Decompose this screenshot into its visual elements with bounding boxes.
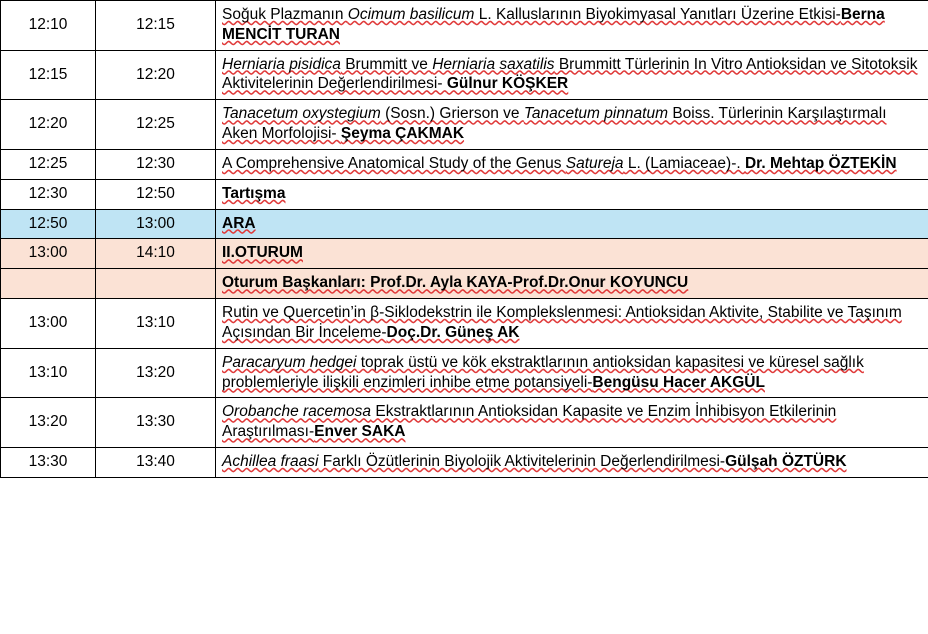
cell-description xyxy=(216,448,928,478)
text-fragment: Doç.Dr. Güneş AK xyxy=(386,323,520,341)
table-row xyxy=(1,1,928,51)
table-row xyxy=(1,448,928,478)
description-text xyxy=(222,154,922,174)
text-fragment: Herniaria pisidica xyxy=(222,55,341,73)
cell-end-time: 12:20 xyxy=(96,50,216,100)
cell-end-time: 13:10 xyxy=(96,299,216,349)
cell-description xyxy=(216,269,928,299)
cell-description xyxy=(216,348,928,398)
text-fragment: Tanacetum pinnatum xyxy=(523,105,669,123)
cell-end-time: 12:30 xyxy=(96,149,216,179)
cell-start-time: 12:50 xyxy=(1,209,96,239)
cell-end-time: 12:50 xyxy=(96,179,216,209)
cell-description xyxy=(216,100,928,150)
cell-start-time: 12:15 xyxy=(1,50,96,100)
description-text xyxy=(222,214,922,234)
cell-end-time: 14:10 xyxy=(96,239,216,269)
text-fragment: Orobanche racemosa xyxy=(222,403,372,421)
cell-description xyxy=(216,179,928,209)
table-row xyxy=(1,209,928,239)
text-fragment: Ocimum basilicum xyxy=(347,6,475,23)
table-row xyxy=(1,269,928,299)
cell-description xyxy=(216,398,928,448)
cell-end-time: 13:30 xyxy=(96,398,216,448)
cell-end-time: 13:40 xyxy=(96,448,216,478)
text-fragment: Farklı Özütlerinin Biyolojik Aktivitelerinin Değerlendirilmesi- xyxy=(318,453,726,471)
description-text xyxy=(222,55,922,95)
cell-description xyxy=(216,209,928,239)
text-fragment: toprak üstü ve kök ekstraktlarının antioksidan kapasitesi ve küresel sağlık problemleriyle ilişkili enzimleri inhibe etme potansiyeli- xyxy=(222,353,864,391)
cell-end-time: 13:20 xyxy=(96,348,216,398)
cell-start-time: 13:00 xyxy=(1,239,96,269)
description-text xyxy=(222,273,922,293)
text-fragment: Berna MENCİT TURAN xyxy=(222,6,885,43)
text-fragment: Soğuk Plazmanın xyxy=(222,6,348,23)
table-row xyxy=(1,348,928,398)
table-row xyxy=(1,398,928,448)
description-text xyxy=(222,353,922,393)
cell-start-time: 12:20 xyxy=(1,100,96,150)
description-text xyxy=(222,104,922,144)
table-row xyxy=(1,299,928,349)
cell-start-time xyxy=(1,269,96,299)
cell-start-time: 13:10 xyxy=(1,348,96,398)
cell-description xyxy=(216,299,928,349)
cell-end-time xyxy=(96,269,216,299)
text-fragment: A Comprehensive Anatomical Study of the Genus xyxy=(222,154,566,172)
cell-end-time: 13:00 xyxy=(96,209,216,239)
text-fragment: Oturum Başkanları: Prof.Dr. Ayla KAYA-Prof.Dr.Onur KOYUNCU xyxy=(222,274,689,292)
cell-start-time: 12:10 xyxy=(1,1,96,51)
table-row xyxy=(1,100,928,150)
cell-description xyxy=(216,149,928,179)
text-fragment: Tartışma xyxy=(222,184,286,202)
cell-start-time: 12:25 xyxy=(1,149,96,179)
text-fragment: Tanacetum oxystegium xyxy=(222,105,381,123)
table-row xyxy=(1,179,928,209)
description-text xyxy=(222,452,922,472)
text-fragment: Gülşah ÖZTÜRK xyxy=(725,453,847,471)
table-row xyxy=(1,239,928,269)
cell-start-time: 13:00 xyxy=(1,299,96,349)
text-fragment: Ekstraktlarının Antioksidan Kapasite ve Enzim İnhibisyon Etkilerinin Araştırılması- xyxy=(222,403,837,441)
text-fragment: Brummitt Türlerinin In Vitro Antioksidan ve Sitotoksik Aktivitelerinin Değerlendirilmesi- xyxy=(222,55,918,93)
text-fragment: L. Kalluslarının Biyokimyasal Yanıtları Üzerine Etkisi- xyxy=(474,6,841,23)
cell-description xyxy=(216,50,928,100)
text-fragment: Şeyma ÇAKMAK xyxy=(340,125,465,143)
text-fragment: Bengüsu Hacer AKGÜL xyxy=(592,373,765,391)
text-fragment: L. (Lamiaceae)-. xyxy=(623,154,745,172)
description-text xyxy=(222,243,922,263)
text-fragment: Rutin ve Quercetin’in β-Siklodekstrin ile Komplekslenmesi: Antioksidan Aktivite, Stabilite ve Taşınım Açısından Bir İnceleme- xyxy=(222,304,902,341)
cell-start-time: 12:30 xyxy=(1,179,96,209)
cell-end-time: 12:15 xyxy=(96,1,216,51)
cell-description xyxy=(216,1,928,51)
text-fragment: Brummitt ve xyxy=(340,55,433,73)
description-text xyxy=(222,303,922,343)
text-fragment: Herniaria saxatilis xyxy=(432,55,555,73)
cell-end-time: 12:25 xyxy=(96,100,216,150)
cell-start-time: 13:30 xyxy=(1,448,96,478)
description-text xyxy=(222,184,922,204)
text-fragment: Satureja xyxy=(565,154,624,172)
text-fragment: (Sosn.) Grierson ve xyxy=(380,105,524,123)
text-fragment: Boiss. Türlerinin Karşılaştırmalı Aken Morfolojisi- xyxy=(222,105,887,143)
text-fragment: Enver SAKA xyxy=(314,423,406,441)
table-row xyxy=(1,149,928,179)
text-fragment: Paracaryum hedgei xyxy=(222,353,357,371)
description-text xyxy=(222,5,922,45)
description-text xyxy=(222,402,922,442)
text-fragment: II.OTURUM xyxy=(222,244,303,262)
cell-start-time: 13:20 xyxy=(1,398,96,448)
text-fragment: ARA xyxy=(222,214,256,232)
text-fragment: Achillea fraasi xyxy=(222,453,319,471)
text-fragment: Gülnur KÖŞKER xyxy=(446,75,569,93)
table-row xyxy=(1,50,928,100)
text-fragment: Dr. Mehtap ÖZTEKİN xyxy=(744,154,897,172)
cell-description xyxy=(216,239,928,269)
schedule-body xyxy=(1,1,928,478)
